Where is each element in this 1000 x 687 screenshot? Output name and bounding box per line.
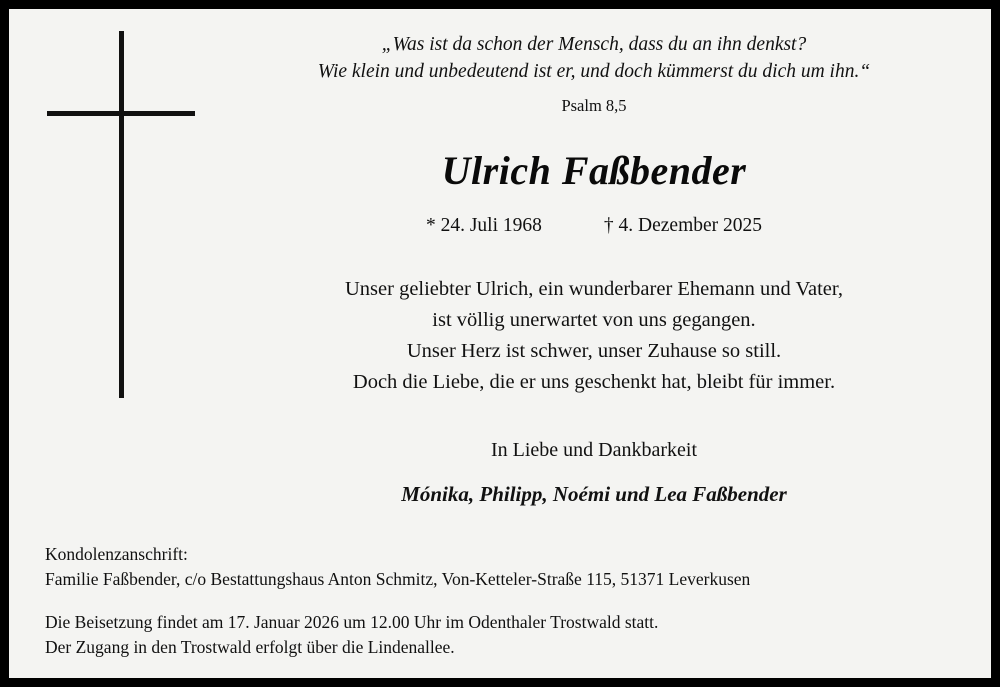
deceased-name: Ulrich Faßbender <box>441 148 747 193</box>
quote-line-1: „Was ist da schon der Mensch, dass du an ihn denkst? <box>381 34 807 55</box>
memorial-line-2: ist völlig unerwartet von uns gegangen. <box>432 309 756 331</box>
quote-source: Psalm 8,5 <box>561 96 627 115</box>
condolence-block <box>45 542 975 592</box>
funeral-line-1: Die Beisetzung findet am 17. Januar 2026 um 12.00 Uhr im Odenthaler Trostwald statt. <box>45 612 659 632</box>
christian-cross-icon <box>47 31 197 411</box>
quote-block <box>199 31 989 116</box>
memorial-text <box>199 274 989 398</box>
footer-information <box>45 542 975 660</box>
funeral-block <box>45 610 975 660</box>
closing-text: In Liebe und Dankbarkeit <box>490 439 698 461</box>
memorial-line-3: Unser Herz ist schwer, unser Zuhause so still. <box>406 340 782 362</box>
condolence-heading: Kondolenzanschrift: <box>45 544 188 564</box>
family-signature: Mónika, Philipp, Noémi und Lea Faßbender <box>401 482 787 506</box>
life-dates <box>199 215 989 237</box>
funeral-line-2: Der Zugang in den Trostwald erfolgt über die Lindenallee. <box>45 637 455 657</box>
death-date: † 4. Dezember 2025 <box>603 215 763 236</box>
condolence-address: Familie Faßbender, c/o Bestattungshaus Anton Schmitz, Von-Ketteler-Straße 115, 51371 Leverkusen <box>45 569 751 589</box>
cross-vertical-bar <box>119 31 124 398</box>
memorial-line-4: Doch die Liebe, die er uns geschenkt hat, bleibt für immer. <box>352 371 836 393</box>
birth-date: * 24. Juli 1968 <box>425 215 542 236</box>
quote-line-2: Wie klein und unbedeutend ist er, und doch kümmerst du dich um ihn.“ <box>317 61 871 82</box>
obituary-inner <box>9 9 991 678</box>
memorial-line-1: Unser geliebter Ulrich, ein wunderbarer Ehemann und Vater, <box>344 278 844 300</box>
cross-horizontal-bar <box>47 111 195 116</box>
